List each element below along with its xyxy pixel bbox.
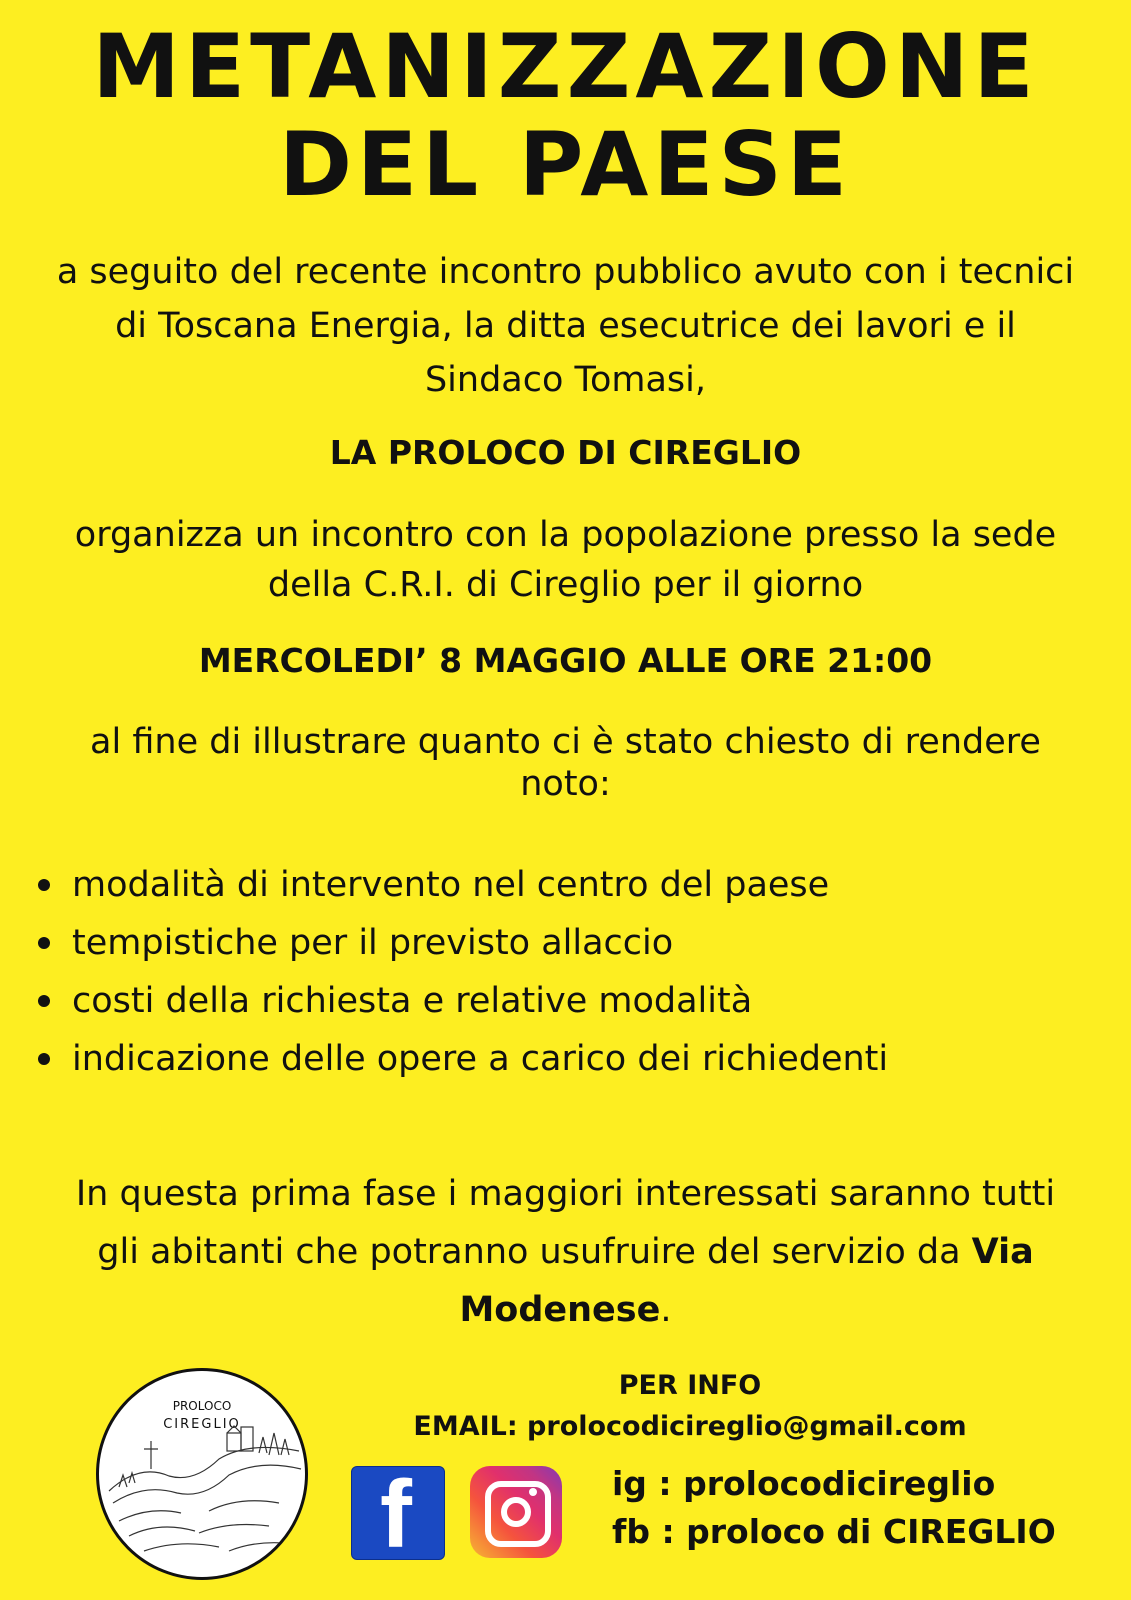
closing-text: gli abitanti che potranno usufruire del servizio da [97,1232,972,1272]
street-name-part-1: Via [971,1232,1034,1272]
list-item [38,914,888,972]
intro-line-2: di Toscana Energia, la ditta esecutrice dei lavori e il [115,306,1016,346]
topic-text: tempistiche per il previsto allaccio [72,923,674,963]
facebook-icon[interactable] [351,1466,445,1560]
list-item [38,856,888,914]
bullet-icon [38,1053,50,1065]
purpose-paragraph [0,717,1131,809]
intro-paragraph [0,245,1131,407]
instagram-handle[interactable]: ig : prolocodicireglio [612,1464,996,1503]
closing-line-1: In questa prima fase i maggiori interessati saranno tutti [75,1174,1056,1214]
facebook-handle[interactable]: fb : proloco di CIREGLIO [612,1512,1056,1551]
intro-line-3: Sindaco Tomasi, [424,360,707,400]
title-line-1: METANIZZAZIONE [92,15,1039,118]
topic-text: costi della richiesta e relative modalità [72,981,753,1021]
topic-text: modalità di intervento nel centro del paese [72,865,830,905]
closing-period: . [660,1290,672,1330]
street-name-part-2: Modenese [459,1290,661,1330]
instagram-icon[interactable] [470,1466,562,1558]
intro-line-1: a seguito del recente incontro pubblico avuto con i tecnici [56,252,1075,292]
bullet-icon [38,995,50,1007]
instagram-flash [529,1488,537,1496]
hill-landscape-icon [99,1371,305,1577]
logo-text-bottom: CIREGLIO [163,1417,241,1432]
event-line-1: organizza un incontro con la popolazione presso la sede [74,515,1057,555]
topics-list [38,856,888,1088]
topic-text: indicazione delle opere a carico dei richiedenti [72,1039,889,1079]
closing-paragraph [0,1165,1131,1339]
closing-line-2 [0,1223,1131,1281]
list-item [38,972,888,1030]
purpose-line-1: al fine di illustrare quanto ci è stato chiesto di rendere [90,722,1041,762]
info-heading: PER INFO [618,1370,762,1401]
email-address[interactable]: EMAIL: prolocodicireglio@gmail.com [413,1411,967,1442]
title-line-2: DEL PAESE [279,113,852,216]
closing-line-3 [0,1281,1131,1339]
event-line-2: della C.R.I. di Cireglio per il giorno [267,565,864,605]
event-date: MERCOLEDI’ 8 MAGGIO ALLE ORE 21:00 [198,641,933,680]
bullet-icon [38,879,50,891]
bullet-icon [38,937,50,949]
event-paragraph [0,510,1131,610]
list-item [38,1030,888,1088]
poster-title [0,15,1131,216]
instagram-lens [501,1497,531,1527]
organizer-heading: LA PROLOCO DI CIREGLIO [329,433,802,472]
facebook-f-glyph: f [380,1466,412,1560]
proloco-logo [96,1368,308,1580]
logo-text-top: PROLOCO [172,1399,232,1413]
purpose-line-2: noto: [520,764,611,804]
